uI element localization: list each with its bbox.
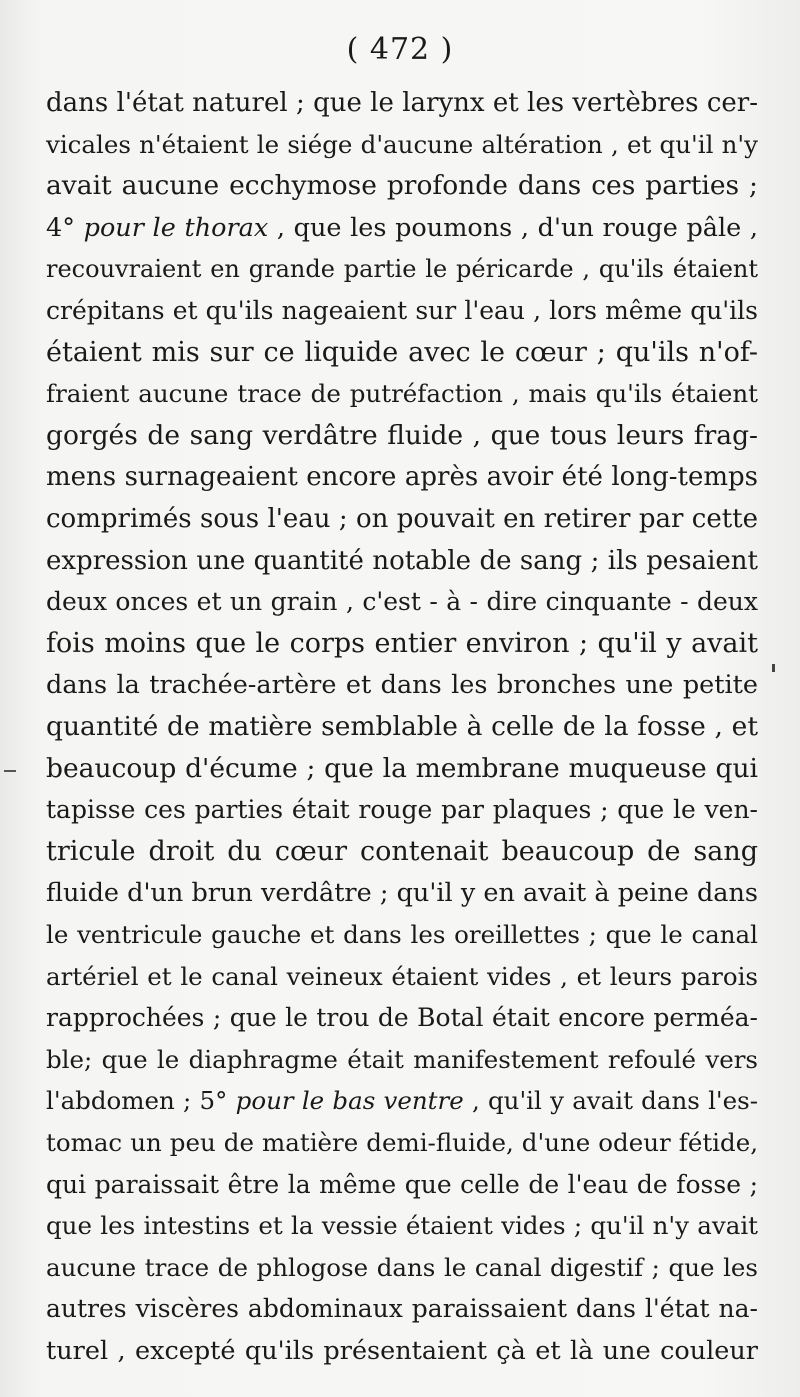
text-line: dans la trachée-artère et dans les bronches une petite bbox=[46, 670, 758, 701]
text-line: gorgés de sang verdâtre fluide , que tous leurs frag- bbox=[46, 419, 758, 451]
text-line: autres viscères abdominaux paraissaient dans l'état na- bbox=[46, 1294, 758, 1324]
text-line: expression une quantité notable de sang ; ils pesaient bbox=[46, 545, 758, 576]
text-line: turel , excepté qu'ils présentaient çà et là une couleur bbox=[46, 1336, 758, 1366]
text-line: mens surnageaient encore après avoir été long-temps bbox=[46, 462, 758, 493]
text-line: artériel et le canal veineux étaient vides , et leurs parois bbox=[46, 961, 758, 991]
text-line: avait aucune ecchymose profonde dans ces parties ; bbox=[46, 170, 758, 202]
text-line: fluide d'un brun verdâtre ; qu'il y en avait à peine dans bbox=[46, 878, 758, 909]
text-line bbox=[46, 207, 758, 249]
text-line: le ventricule gauche et dans les oreillettes ; que le canal bbox=[46, 920, 758, 949]
text-line: tapisse ces parties était rouge par plaques ; que le ven- bbox=[46, 795, 758, 825]
text-line: beaucoup d'écume ; que la membrane muqueuse qui bbox=[46, 752, 758, 784]
margin-dash bbox=[4, 770, 16, 772]
italic-phrase: pour le thorax bbox=[83, 212, 269, 243]
text-line: tomac un peu de matière demi-fluide, d'une odeur fétide, bbox=[46, 1128, 758, 1157]
text-line: recouvraient en grande partie le péricarde , qu'ils étaient bbox=[46, 255, 758, 284]
text-line: rapprochées ; que le trou de Botal était encore perméa- bbox=[46, 1003, 758, 1033]
page-number: ( 472 ) bbox=[346, 32, 454, 67]
text-line: dans l'état naturel ; que le larynx et les vertèbres cer- bbox=[46, 88, 758, 118]
text-line: deux onces et un grain , c'est - à - dire cinquante - deux bbox=[46, 587, 758, 617]
text-line: tricule droit du cœur contenait beaucoup de sang bbox=[46, 835, 758, 867]
text-line: que les intestins et la vessie étaient vides ; qu'il n'y avait bbox=[46, 1211, 758, 1241]
text-line bbox=[46, 1080, 758, 1122]
text-segment: 4° bbox=[46, 212, 84, 243]
text-line: fois moins que le corps entier environ ; qu'il y avait bbox=[46, 627, 758, 659]
text-line: quantité de matière semblable à celle de la fosse , et bbox=[46, 711, 758, 742]
text-line: étaient mis sur ce liquide avec le cœur ; qu'ils n'of- bbox=[46, 336, 758, 368]
text-line: aucune trace de phlogose dans le canal digestif ; que les bbox=[46, 1252, 758, 1282]
text-segment: , qu'il y avait dans l'es- bbox=[463, 1086, 758, 1116]
text-line: comprimés sous l'eau ; on pouvait en retirer par cette bbox=[46, 504, 758, 534]
text-segment: l'abdomen ; 5° bbox=[46, 1086, 236, 1116]
text-segment: , que les poumons , d'un rouge pâle , bbox=[268, 212, 758, 243]
text-line: ble; que le diaphragme était manifestement refoulé vers bbox=[46, 1044, 758, 1074]
text-line: crépitans et qu'ils nageaient sur l'eau , lors même qu'ils bbox=[46, 296, 758, 325]
text-line: fraient aucune trace de putréfaction , mais qu'ils étaient bbox=[46, 379, 758, 409]
text-line: qui paraissait être la même que celle de l'eau de fosse ; bbox=[46, 1169, 758, 1199]
margin-speck bbox=[772, 664, 775, 672]
italic-phrase: pour le bas ventre bbox=[235, 1086, 464, 1116]
text-line: vicales n'étaient le siége d'aucune altération , et qu'il n'y bbox=[46, 129, 758, 159]
